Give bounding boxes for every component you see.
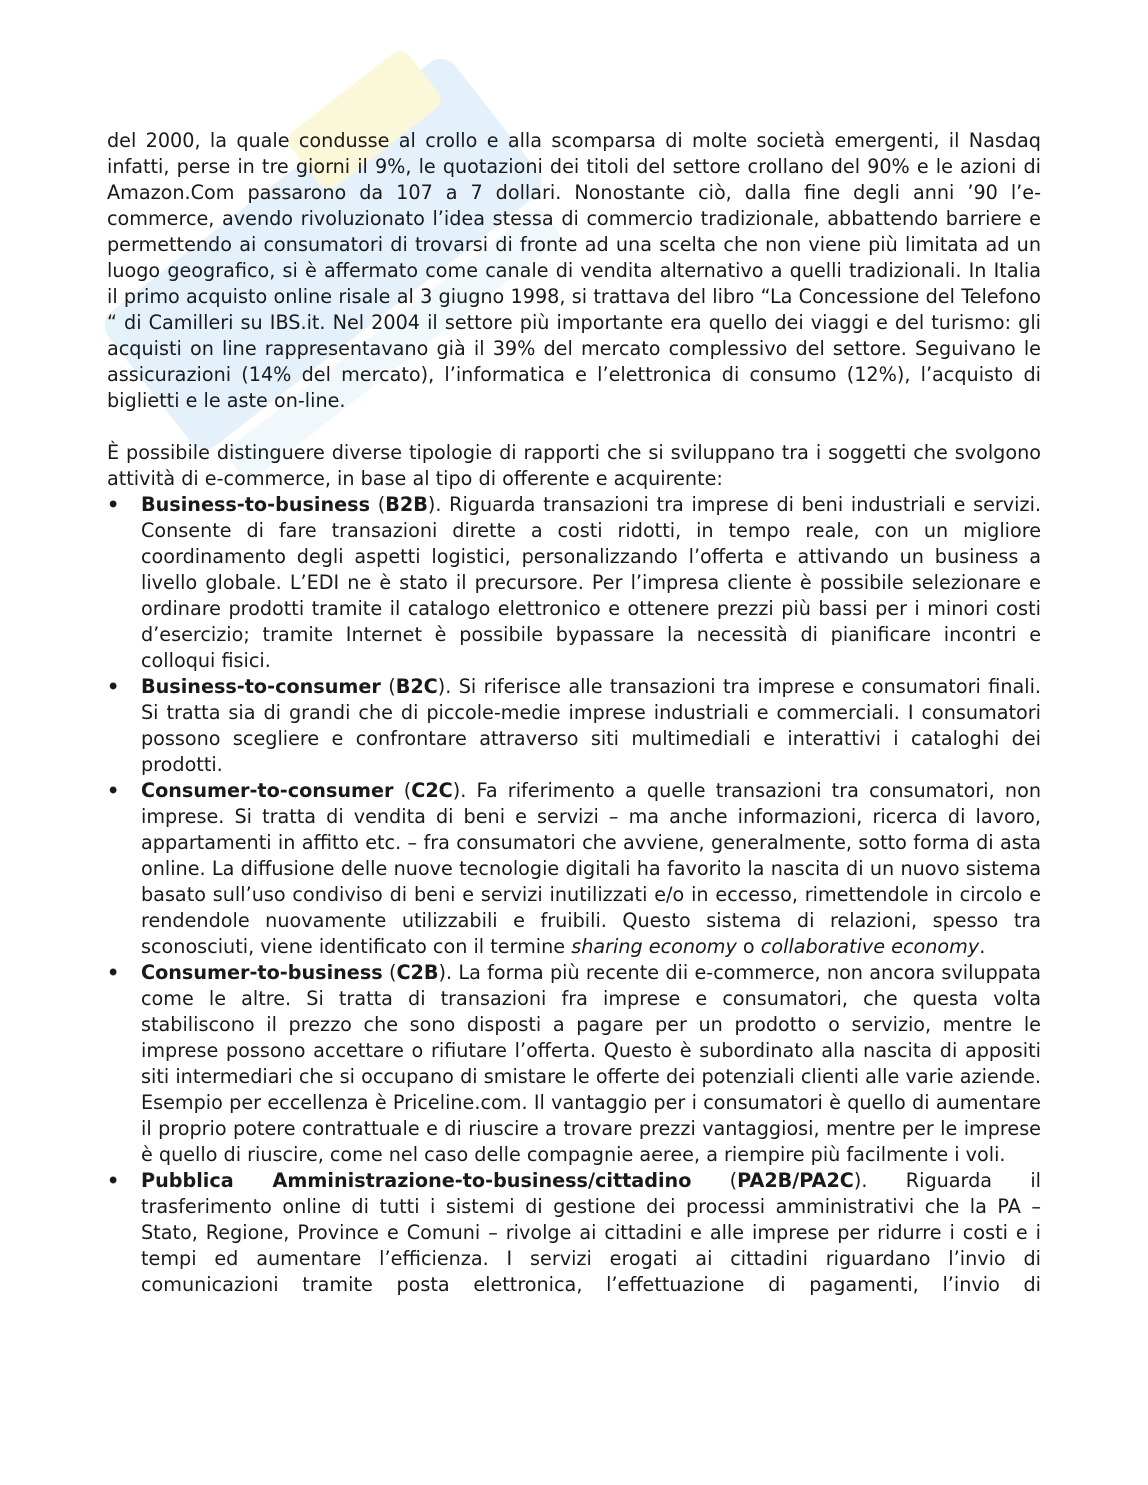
paren-close: ). <box>427 493 442 516</box>
item-end: . <box>979 935 986 958</box>
bullet: • <box>107 493 120 516</box>
list-item-pa2b-pa2c <box>107 1168 1041 1298</box>
conjunction: o <box>736 935 761 958</box>
bullet: • <box>107 961 120 984</box>
list-item-b2b <box>107 492 1041 674</box>
intro-paragraph: del 2000, la quale condusse al crollo e alla scomparsa di molte società emergenti, il Nasdaq infatti, perse in tre giorni il 9%, le quotazioni dei titoli del settore crollano del 90% e le azioni di Amazon.Com passarono da 107 a 7 dollari. Nonostante ciò, dalla fine degli anni ’90 l’e-commerce, avendo rivoluzionato l’idea stessa di commercio tradizionale, abbattendo barriere e permettendo ai consumatori di trovarsi di fronte ad una scelta che non viene più limitata ad un luogo geografico, si è affermato come canale di vendita alternativo a quelli tradizionali. In Italia il primo acquisto online risale al 3 giugno 1998, si trattava del libro “La Concessione del Telefono “ di Camilleri su IBS.it. Nel 2004 il settore più importante era quello dei viaggi e del turismo: gli acquisti on line rappresentavano già il 39% del mercato complessivo del settore. Seguivano le assicurazioni (14% del mercato), l’informatica e l’elettronica di consumo (12%), l’acquisto di biglietti e le aste on-line. <box>107 129 1041 412</box>
list-item-c2b <box>107 960 1041 1168</box>
document-page <box>107 128 1041 1298</box>
bullet: • <box>107 1169 120 1192</box>
abbr: C2B <box>396 961 439 984</box>
lead-paragraph: È possibile distinguere diverse tipologie di rapporti che si sviluppano tra i soggetti che svolgono attività di e-commerce, in base al tipo di offerente e acquirente: <box>107 441 1041 490</box>
term: Business-to-business <box>141 493 370 516</box>
item-body: Si riferisce alle transazioni tra imprese e consumatori finali. Si tratta sia di grandi che di piccole-medie imprese industriali e commerciali. I consumatori possono scegliere e confrontare attraverso siti multimediali e interattivi i cataloghi dei prodotti. <box>141 675 1041 776</box>
item-body: La forma più recente dii e-commerce, non ancora sviluppata come le altre. Si tratta di transazioni fra imprese e consumatori, che questa volta stabiliscono il prezzo che sono disposti a pagare per un prodotto o servizio, mentre le imprese possono accettare o rifiutare l’offerta. Questo è subordinato alla nascita di appositi siti intermediari che si occupano di smistare le offerte dei potenziali clienti alle varie aziende. Esempio per eccellenza è Priceline.com. Il vantaggio per i consumatori è quello di aumentare il proprio potere contrattuale e di riuscire a trovare prezzi vantaggiosi, mentre per le imprese è quello di riuscire, come nel caso delle compagnie aeree, a riempire più facilmente i voli. <box>141 961 1041 1166</box>
ecommerce-types-list <box>107 492 1041 1298</box>
paren-open: ( <box>380 675 396 698</box>
abbr: B2C <box>395 675 438 698</box>
abbr: B2B <box>385 493 428 516</box>
term: Business-to-consumer <box>141 675 381 698</box>
paren-close: ). <box>452 779 467 802</box>
abbr: C2C <box>411 779 453 802</box>
item-body: Fa riferimento a quelle transazioni tra consumatori, non imprese. Si tratta di vendita di beni e servizi – ma anche informazioni, ricerca di lavoro, appartamenti in affitto etc. – fra consumatori che avviene, generalmente, sotto forma di asta online. La diffusione delle nuove tecnologie digitali ha favorito la nascita di un nuovo sistema basato sull’uso condiviso di beni e servizi inutilizzati e/o in eccesso, rimettendole in circolo e rendendole nuovamente utilizzabili e fruibili. Questo sistema di relazioni, spesso tra sconosciuti, viene identificato con il termine <box>141 779 1041 958</box>
term: Consumer-to-consumer <box>141 779 394 802</box>
emphasis-sharing-economy: sharing economy <box>571 935 737 958</box>
emphasis-collaborative-economy: collaborative economy <box>760 935 980 958</box>
paren-close: ). <box>437 675 452 698</box>
item-body: Riguarda transazioni tra imprese di beni industriali e servizi. Consente di fare transazioni dirette a costi ridotti, in tempo reale, con un migliore coordinamento degli aspetti logistici, personalizzando l’offerta e attivando un business a livello globale. L’EDI ne è stato il precursore. Per l’impresa cliente è possibile selezionare e ordinare prodotti tramite il catalogo elettronico e ottenere prezzi più bassi per i minori costi d’esercizio; tramite Internet è possibile bypassare la necessità di pianificare incontri e colloqui fisici. <box>141 493 1041 672</box>
bullet: • <box>107 675 120 698</box>
item-body: Riguarda il trasferimento online di tutti i sistemi di gestione dei processi amministrativi che la PA – Stato, Regione, Province e Comuni – rivolge ai cittadini e alle imprese per ridurre i costi e i tempi ed aumentare l’efficienza. I servizi erogati ai cittadini riguardano l’invio di comunicazioni tramite posta elettronica, l’effettuazione di pagamenti, l’invio di <box>141 1169 1041 1296</box>
paragraph-gap <box>107 414 1041 440</box>
paren-open: ( <box>691 1169 738 1192</box>
paren-open: ( <box>370 493 386 516</box>
paren-open: ( <box>393 779 412 802</box>
term: Pubblica Amministrazione-to-business/cittadino <box>141 1169 692 1192</box>
paren-open: ( <box>382 961 397 984</box>
paren-close: ). <box>438 961 453 984</box>
list-item-b2c <box>107 674 1041 778</box>
term: Consumer-to-business <box>141 961 383 984</box>
paren-close: ). <box>853 1169 868 1192</box>
bullet: • <box>107 779 120 802</box>
abbr: PA2B/PA2C <box>737 1169 854 1192</box>
list-item-c2c <box>107 778 1041 960</box>
